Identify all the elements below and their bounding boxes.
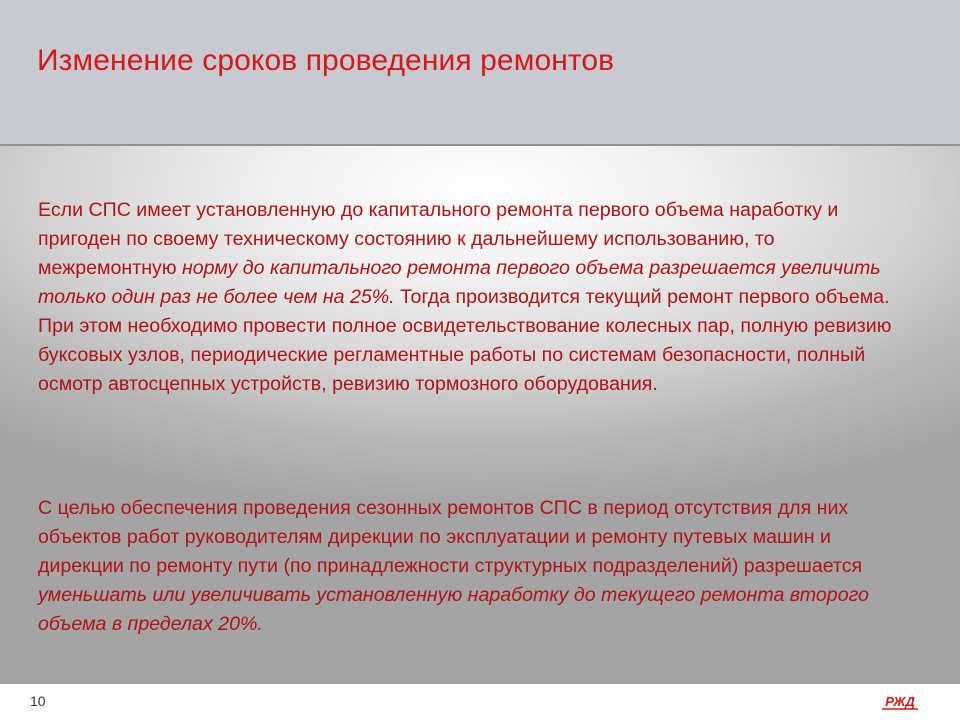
paragraph-1 — [38, 196, 918, 399]
paragraph-1-text-a: Если СПС имеет установленную до капитального ремонта первого объема наработку и пригоден по своему техническому состоянию к дальнейшему использованию, то межремонтную — [38, 199, 839, 279]
paragraph-2-text-a: С целью обеспечения проведения сезонных ремонтов СПС в период отсутствия для них объектов работ руководителям дирекции по эксплуатации и ремонту путевых машин и дирекции по ремонту пути (по принадлежности структурных подразделений) разрешается — [38, 497, 863, 577]
paragraph-1-emphasis: норму до капитального ремонта первого объема разрешается увеличить только один раз не более чем на 25%. — [38, 257, 881, 308]
slide-title: Изменение сроков проведения ремонтов — [37, 44, 615, 77]
paragraph-2-emphasis: уменьшать или увеличивать установленную наработку до текущего ремонта второго объема в пределах 20%. — [38, 584, 869, 635]
rzd-logo-icon — [876, 689, 924, 713]
rzd-logo-text: РЖД — [885, 694, 915, 709]
slide-header — [0, 0, 960, 145]
slide-footer — [0, 684, 960, 720]
page-number: 10 — [30, 693, 46, 709]
paragraph-2 — [38, 494, 918, 639]
paragraph-1-text-b: Тогда производится текущий ремонт первого объема. При этом необходимо провести полное освидетельствование колесных пар, полную ревизию буксовых узлов, периодические регламентные работы по системам безопасности, полный осмотр автосцепных устройств, ревизию тормозного оборудования. — [38, 286, 892, 395]
